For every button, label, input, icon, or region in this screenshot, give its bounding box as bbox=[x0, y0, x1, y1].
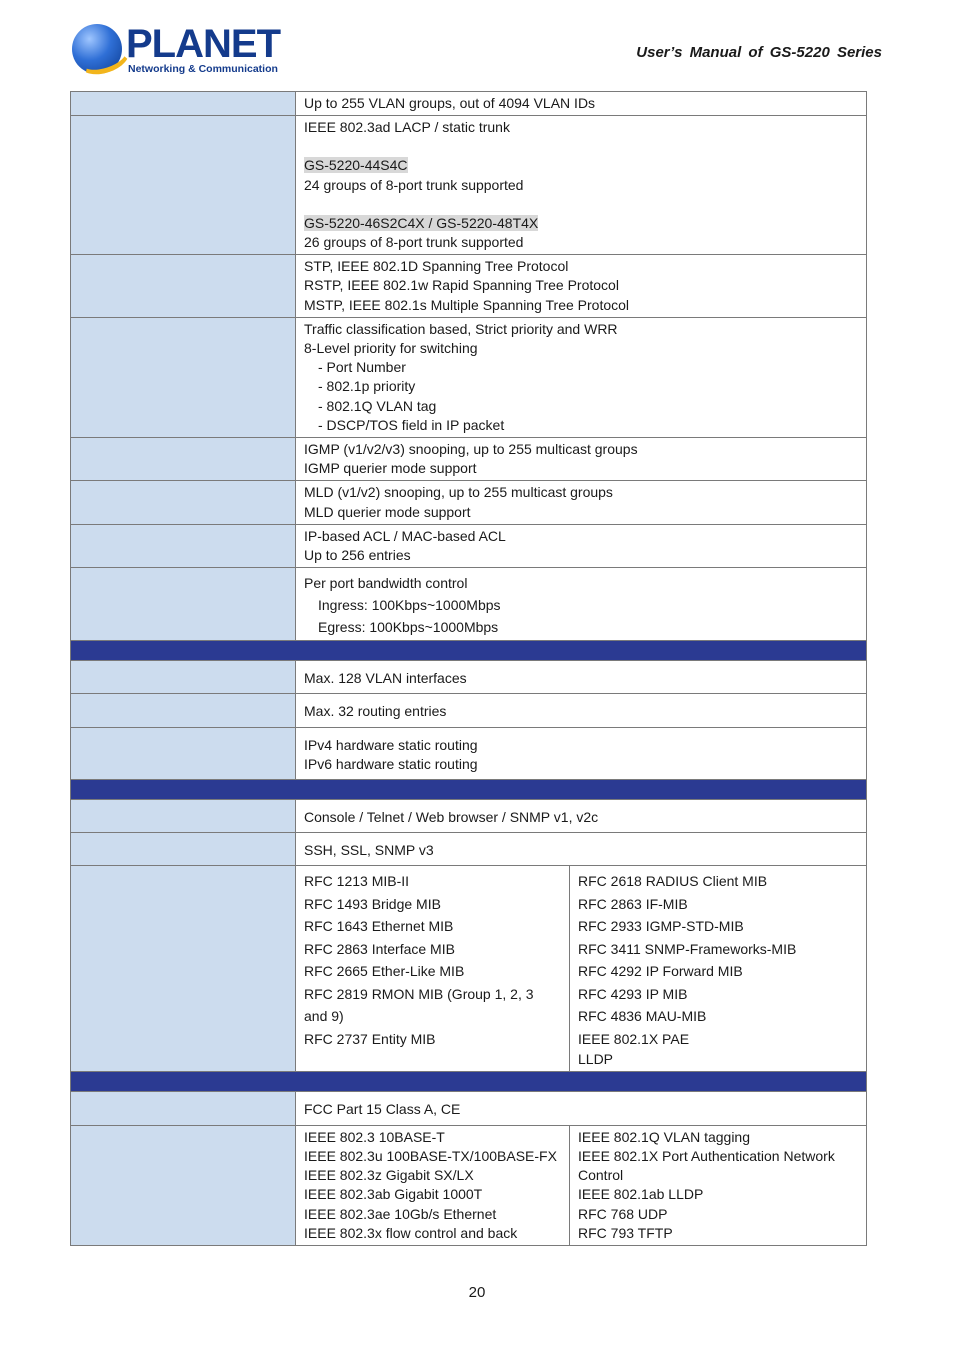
table-row bbox=[71, 255, 867, 318]
row-value bbox=[296, 92, 867, 116]
table-row bbox=[71, 800, 867, 833]
mib-list-left bbox=[296, 866, 570, 1072]
row-value bbox=[296, 694, 867, 727]
mib-item: RFC 3411 SNMP-Frameworks-MIB bbox=[578, 940, 797, 957]
value-line: Console / Telnet / Web browser / SNMP v1, v2c bbox=[304, 809, 599, 826]
row-label bbox=[71, 116, 296, 255]
value-line: 24 groups of 8-port trunk supported bbox=[304, 176, 524, 193]
row-value bbox=[296, 524, 867, 567]
mib-item: LLDP bbox=[578, 1051, 614, 1068]
mib-item: RFC 4293 IP MIB bbox=[578, 985, 688, 1002]
table-row bbox=[71, 92, 867, 116]
table-row bbox=[71, 524, 867, 567]
value-line: Up to 255 VLAN groups, out of 4094 VLAN IDs bbox=[304, 95, 596, 111]
standard-item: IEEE 802.3ae 10Gb/s Ethernet bbox=[304, 1205, 497, 1222]
row-value bbox=[296, 317, 867, 437]
mib-item: and 9) bbox=[304, 1008, 344, 1025]
mib-item: RFC 2819 RMON MIB (Group 1, 2, 3 bbox=[304, 985, 534, 1002]
value-line: Egress: 100Kbps~1000Mbps bbox=[318, 619, 499, 636]
value-line: IPv6 hardware static routing bbox=[304, 755, 478, 772]
row-value bbox=[296, 255, 867, 318]
row-value bbox=[296, 833, 867, 866]
value-line: IGMP querier mode support bbox=[304, 460, 477, 477]
row-label bbox=[71, 524, 296, 567]
section-header-bar bbox=[71, 1072, 867, 1092]
standard-item: IEEE 802.3 10BASE-T bbox=[304, 1128, 445, 1145]
row-label bbox=[71, 866, 296, 1072]
value-line: Traffic classification based, Strict priority and WRR bbox=[304, 320, 618, 337]
standard-item: IEEE 802.3u 100BASE-TX/100BASE-FX bbox=[304, 1147, 557, 1164]
value-line: - 802.1p priority bbox=[318, 378, 416, 395]
table-row bbox=[71, 1125, 867, 1245]
row-label bbox=[71, 694, 296, 727]
value-line: Up to 256 entries bbox=[304, 547, 411, 564]
table-row bbox=[71, 694, 867, 727]
section-header-bar bbox=[71, 641, 867, 661]
value-line: SSH, SSL, SNMP v3 bbox=[304, 842, 434, 859]
value-line: IGMP (v1/v2/v3) snooping, up to 255 multicast groups bbox=[304, 441, 638, 458]
value-line: Per port bandwidth control bbox=[304, 575, 468, 592]
value-line: IEEE 802.3ad LACP / static trunk bbox=[304, 119, 510, 136]
brand-tagline: Networking & Communication bbox=[128, 63, 278, 75]
row-label bbox=[71, 92, 296, 116]
standard-item: RFC 768 UDP bbox=[578, 1205, 668, 1222]
mib-item: RFC 2665 Ether-Like MIB bbox=[304, 963, 465, 980]
mib-item: RFC 2863 IF-MIB bbox=[578, 895, 688, 912]
row-label bbox=[71, 800, 296, 833]
row-value bbox=[296, 800, 867, 833]
table-row bbox=[71, 727, 867, 779]
standards-list-right bbox=[570, 1125, 867, 1245]
standards-list-left bbox=[296, 1125, 570, 1245]
value-line: - DSCP/TOS field in IP packet bbox=[318, 416, 505, 433]
table-row bbox=[71, 116, 867, 255]
mib-item: RFC 2618 RADIUS Client MIB bbox=[578, 873, 768, 890]
value-line: MLD querier mode support bbox=[304, 503, 471, 520]
mib-item: RFC 1493 Bridge MIB bbox=[304, 895, 441, 912]
standard-item: IEEE 802.1ab LLDP bbox=[578, 1186, 704, 1203]
mib-item: RFC 1643 Ethernet MIB bbox=[304, 918, 454, 935]
table-row bbox=[71, 317, 867, 437]
standard-item: IEEE 802.3x flow control and back bbox=[304, 1224, 518, 1241]
spec-table bbox=[70, 91, 867, 1246]
value-line: 26 groups of 8-port trunk supported bbox=[304, 234, 524, 251]
row-value bbox=[296, 727, 867, 779]
mib-item: RFC 4292 IP Forward MIB bbox=[578, 963, 743, 980]
row-value bbox=[296, 1092, 867, 1125]
mib-list-right bbox=[570, 866, 867, 1072]
table-row bbox=[71, 568, 867, 641]
manual-title: User’s Manual of GS-5220 Series bbox=[636, 44, 882, 61]
row-value bbox=[296, 568, 867, 641]
value-line: IP-based ACL / MAC-based ACL bbox=[304, 527, 506, 544]
mib-item: RFC 1213 MIB-II bbox=[304, 873, 410, 890]
row-label bbox=[71, 438, 296, 481]
standard-item: Control bbox=[578, 1167, 624, 1184]
value-line: 8-Level priority for switching bbox=[304, 340, 478, 357]
table-row bbox=[71, 1092, 867, 1125]
row-label bbox=[71, 1092, 296, 1125]
value-line: STP, IEEE 802.1D Spanning Tree Protocol bbox=[304, 258, 569, 275]
value-line: Ingress: 100Kbps~1000Mbps bbox=[318, 597, 501, 614]
table-row bbox=[71, 661, 867, 694]
row-label bbox=[71, 481, 296, 524]
table-row bbox=[71, 438, 867, 481]
value-line: RSTP, IEEE 802.1w Rapid Spanning Tree Protocol bbox=[304, 277, 619, 294]
standard-item: IEEE 802.1X Port Authentication Network bbox=[578, 1147, 835, 1164]
row-label bbox=[71, 833, 296, 866]
standard-item: IEEE 802.1Q VLAN tagging bbox=[578, 1128, 750, 1145]
row-label bbox=[71, 727, 296, 779]
model-name: GS-5220-46S2C4X / GS-5220-48T4X bbox=[304, 214, 539, 231]
value-line: IPv4 hardware static routing bbox=[304, 736, 478, 753]
row-value bbox=[296, 438, 867, 481]
mib-item: RFC 2933 IGMP-STD-MIB bbox=[578, 918, 744, 935]
brand-name: PLANET bbox=[126, 22, 280, 66]
value-line: Max. 128 VLAN interfaces bbox=[304, 670, 467, 687]
mib-item: RFC 2863 Interface MIB bbox=[304, 940, 455, 957]
row-value bbox=[296, 481, 867, 524]
mib-item: IEEE 802.1X PAE bbox=[578, 1030, 690, 1047]
standard-item: RFC 793 TFTP bbox=[578, 1224, 673, 1241]
row-value bbox=[296, 116, 867, 255]
standard-item: IEEE 802.3z Gigabit SX/LX bbox=[304, 1167, 474, 1184]
table-row bbox=[71, 833, 867, 866]
mib-item: RFC 4836 MAU-MIB bbox=[578, 1008, 707, 1025]
row-label bbox=[71, 568, 296, 641]
value-line: MLD (v1/v2) snooping, up to 255 multicast groups bbox=[304, 484, 613, 501]
row-value bbox=[296, 661, 867, 694]
value-line: Max. 32 routing entries bbox=[304, 703, 447, 720]
value-line: - Port Number bbox=[318, 359, 406, 376]
value-line: FCC Part 15 Class A, CE bbox=[304, 1101, 461, 1118]
row-label bbox=[71, 255, 296, 318]
row-label bbox=[71, 317, 296, 437]
value-line: - 802.1Q VLAN tag bbox=[318, 397, 437, 414]
row-label bbox=[71, 1125, 296, 1245]
section-header-bar bbox=[71, 780, 867, 800]
row-label bbox=[71, 661, 296, 694]
value-line: MSTP, IEEE 802.1s Multiple Spanning Tree Protocol bbox=[304, 296, 630, 313]
page-number: 20 bbox=[468, 1284, 486, 1301]
planet-logo bbox=[72, 22, 280, 78]
table-row bbox=[71, 866, 867, 1072]
standard-item: IEEE 802.3ab Gigabit 1000T bbox=[304, 1186, 483, 1203]
model-name: GS-5220-44S4C bbox=[304, 157, 408, 174]
mib-item: RFC 2737 Entity MIB bbox=[304, 1030, 436, 1047]
table-row bbox=[71, 481, 867, 524]
